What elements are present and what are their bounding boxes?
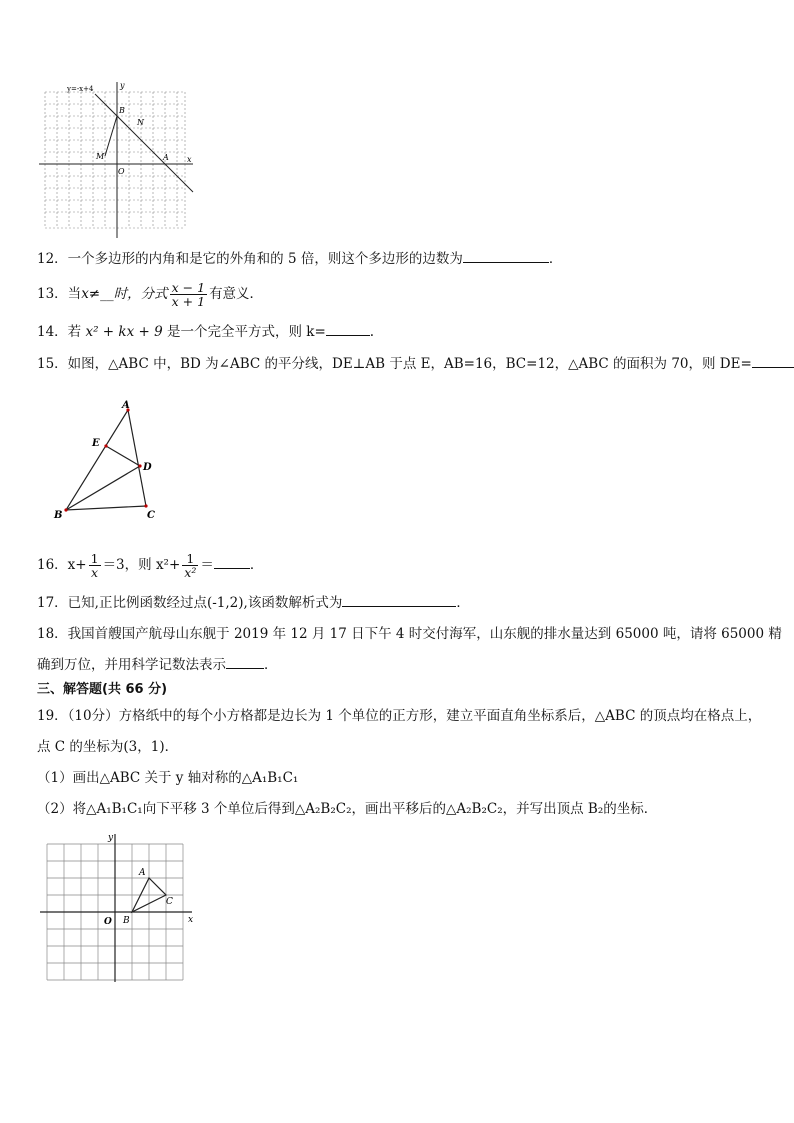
- question-14: [37, 321, 374, 342]
- label-c: C: [147, 510, 155, 521]
- x-axis-label: x: [188, 915, 194, 925]
- q16-numerator-1: 1: [90, 551, 99, 566]
- line-label: y=-x+4: [67, 85, 94, 93]
- q13-cond: x≠__时，分式: [81, 286, 168, 302]
- q14-pre: 14．若: [37, 324, 82, 340]
- q17-text: 17．已知,正比例函数经过点(-1,2),该函数解析式为: [37, 595, 343, 611]
- question-15: [37, 353, 794, 374]
- figure-triangle: [50, 398, 170, 524]
- q14-end: .: [369, 324, 375, 340]
- point-b-label: B: [119, 106, 125, 115]
- label-a: A: [122, 400, 130, 411]
- q17-end: ．: [456, 595, 470, 611]
- point-a-label: A: [163, 153, 169, 162]
- segment-bm: [105, 116, 117, 156]
- q18-end: ．: [264, 657, 278, 673]
- question-18-line-1: [37, 624, 782, 644]
- q17-answer-blank[interactable]: [342, 592, 456, 607]
- q16-fraction-2: [182, 552, 198, 579]
- label-d: D: [143, 462, 152, 473]
- segment-bd: [66, 466, 140, 510]
- q18-line2: 确到万位，并用科学记数法表示: [37, 657, 226, 673]
- figure-line-graph: [35, 80, 200, 240]
- point-c: [144, 504, 147, 507]
- q13-pre: 13．当: [37, 286, 82, 302]
- q12-end: ．: [548, 251, 563, 267]
- point-b: [64, 508, 67, 511]
- q15-text: 15．如图，△ABC 中，BD 为∠ABC 的平分线，DE⊥AB 于点 E，AB=16，BC=12，△ABC 的面积为 70，则 DE=: [37, 356, 752, 372]
- point-d: [138, 464, 141, 467]
- q16-post: ＝: [200, 557, 214, 573]
- q16-pre: 16．x+: [37, 557, 87, 573]
- q16-numerator-2: 1: [182, 552, 198, 566]
- q16-mid: ＝3，则 x²+: [102, 557, 181, 573]
- q18-line1: 18．我国首艘国产航母山东舰于 2019 年 12 月 17 日下午 4 时交付海军，山东舰的排水量达到 65000 吨，请将 65000 精: [37, 626, 782, 642]
- label-b: B: [54, 510, 63, 521]
- triangle-abc: [66, 410, 146, 510]
- question-18-line-2: [37, 654, 278, 675]
- q13-fraction: [170, 281, 207, 308]
- point-m-label: M: [96, 152, 105, 161]
- figure-grid-triangle: [38, 832, 198, 984]
- q15-answer-blank[interactable]: [752, 353, 794, 368]
- label-e: E: [92, 438, 100, 449]
- q13-denominator: x + 1: [171, 294, 206, 309]
- q14-answer-blank[interactable]: [326, 321, 370, 336]
- q13-post: 有意义．: [209, 286, 264, 302]
- q14-expr: x² + kx + 9: [85, 324, 163, 340]
- q12-text: 12．一个多边形的内角和是它的外角和的 5 倍，则这个多边形的边数为: [37, 251, 463, 267]
- q13-numerator: x − 1: [171, 280, 206, 295]
- label-b: B: [123, 916, 130, 926]
- q16-fraction-1: [89, 552, 101, 579]
- q16-denominator-2: x²: [184, 565, 197, 580]
- question-19-line-1: 19．（10分）方格纸中的每个小方格都是边长为 1 个单位的正方形，建立平面直角坐标系后，△ABC 的顶点均在格点上，: [37, 708, 762, 724]
- q16-denominator-1: x: [91, 565, 99, 580]
- question-16: [37, 549, 263, 581]
- q12-answer-blank[interactable]: [463, 248, 549, 263]
- q18-answer-blank[interactable]: [226, 654, 264, 669]
- question-19-sub-2: （2）将△A₁B₁C₁向下平移 3 个单位后得到△A₂B₂C₂，画出平移后的△A₂B₂C₂，并写出顶点 B₂的坐标．: [37, 801, 658, 817]
- label-c: C: [166, 897, 173, 907]
- label-a: A: [139, 868, 146, 878]
- question-19-line-2: 点 C 的坐标为(3，1)．: [37, 739, 179, 755]
- x-axis-label: x: [187, 155, 192, 164]
- y-axis-label: y: [108, 833, 114, 843]
- point-n-label: N: [137, 118, 144, 127]
- question-19-sub-1: （1）画出△ABC 关于 y 轴对称的△A₁B₁C₁: [37, 770, 299, 786]
- q16-answer-blank[interactable]: [214, 554, 250, 569]
- question-12: [37, 248, 562, 269]
- point-e: [104, 444, 107, 447]
- q14-mid: 是一个完全平方式，则 k=: [166, 324, 326, 340]
- section-title: 三、解答题(共 66 分): [37, 682, 168, 697]
- line-graph: [95, 94, 193, 192]
- origin-label: O: [104, 917, 112, 927]
- q16-end: ．: [249, 557, 264, 573]
- question-13: [37, 280, 263, 308]
- origin-label: O: [118, 167, 125, 176]
- question-17: [37, 592, 470, 613]
- y-axis-label: y: [120, 81, 125, 90]
